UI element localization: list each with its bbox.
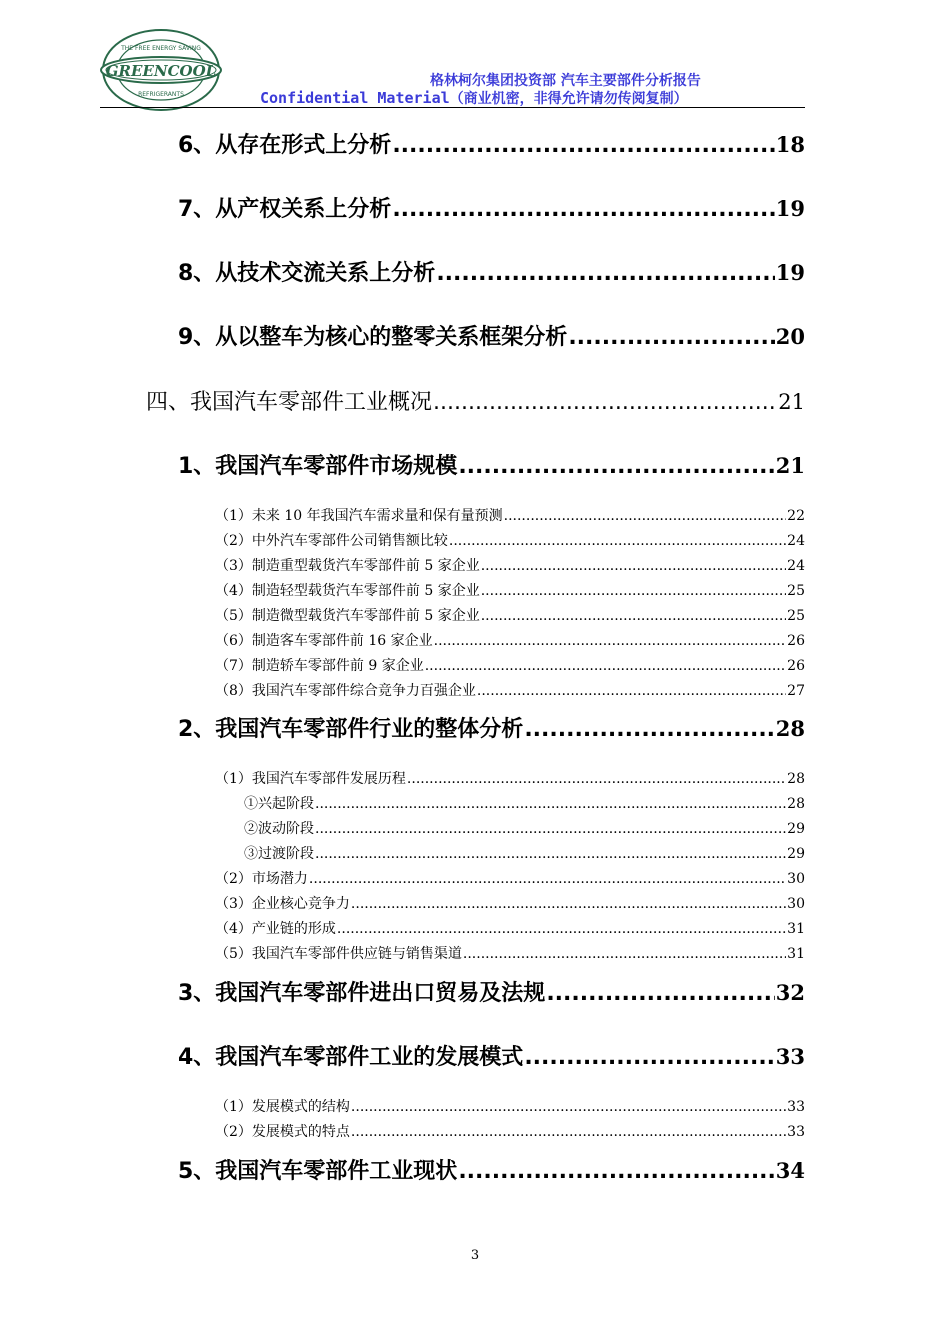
toc-leader (463, 946, 786, 962)
toc-subentry-page: 22 (787, 508, 805, 524)
toc-subsubentry[interactable] (244, 843, 805, 863)
toc-subsubentry[interactable] (244, 818, 805, 838)
toc-leader (392, 133, 774, 158)
toc-entry-title: 3、我国汽车零部件进出口贸易及法规 (178, 981, 546, 1006)
confidential-en: Confidential Material (260, 89, 450, 107)
toc-entry-page: 32 (775, 980, 805, 1005)
toc-subentry-title: （1）未来 10 年我国汽车需求量和保有量预测 (215, 508, 503, 524)
toc-entry-6[interactable] (178, 128, 805, 159)
toc-subentry[interactable] (215, 630, 805, 650)
toc-leader (407, 771, 786, 787)
toc-subentry[interactable] (215, 530, 805, 550)
toc-subentry-title: （3）制造重型载货汽车零部件前 5 家企业 (215, 558, 480, 574)
toc-subentry[interactable] (215, 893, 805, 913)
toc-subentry-page: 31 (787, 946, 805, 962)
toc-entry-9[interactable] (178, 320, 805, 351)
toc-subsubentry[interactable] (244, 793, 805, 813)
toc-subentry-title: ①兴起阶段 (244, 796, 314, 812)
toc-leader (481, 583, 786, 599)
toc-subentry-page: 30 (787, 896, 805, 912)
toc-entry-title: 2、我国汽车零部件行业的整体分析 (178, 717, 524, 742)
toc-leader (481, 608, 786, 624)
toc-subentry-title: ②波动阶段 (244, 821, 314, 837)
toc-entry-8[interactable] (178, 256, 805, 287)
toc-subentry-title: （4）产业链的形成 (215, 921, 336, 937)
toc-entry-title: 9、从以整车为核心的整零关系框架分析 (178, 325, 568, 350)
toc-leader (504, 508, 787, 524)
toc-entry-b1[interactable] (178, 449, 805, 480)
toc-entry-b4[interactable] (178, 1040, 805, 1071)
toc-leader (477, 683, 786, 699)
toc-entry-title: 5、我国汽车零部件工业现状 (178, 1159, 458, 1184)
toc-entry-b5[interactable] (178, 1154, 805, 1185)
toc-entry-page: 19 (775, 260, 805, 285)
toc-subentry-page: 26 (787, 633, 805, 649)
toc-entry-page: 34 (775, 1158, 805, 1183)
toc-leader (392, 197, 774, 222)
toc-leader (315, 846, 786, 862)
toc-entry-page: 21 (778, 390, 805, 414)
toc-subentry-page: 27 (787, 683, 805, 699)
toc-subentry[interactable] (215, 868, 805, 888)
toc-leader (458, 454, 774, 479)
page-number: 3 (470, 1248, 480, 1263)
toc-entry-title: 四、我国汽车零部件工业概况 (146, 390, 433, 415)
toc-subentry-page: 28 (787, 771, 805, 787)
toc-subentry[interactable] (215, 555, 805, 575)
toc-subentry-title: （1）发展模式的结构 (215, 1099, 350, 1115)
toc-subentry-page: 31 (787, 921, 805, 937)
toc-subentry-page: 28 (787, 796, 805, 812)
toc-section-4[interactable] (146, 385, 805, 416)
confidential-zh: （商业机密，非得允许请勿传阅复制） (449, 91, 688, 107)
toc-subentry[interactable] (215, 605, 805, 625)
toc-leader (309, 871, 786, 887)
toc-entry-page: 33 (775, 1044, 805, 1069)
toc-subentry[interactable] (215, 505, 805, 525)
toc-leader (315, 821, 786, 837)
toc-subentry-page: 33 (787, 1099, 805, 1115)
toc-entry-page: 19 (775, 196, 805, 221)
toc-subentry-page: 29 (787, 821, 805, 837)
toc-subentry-title: ③过渡阶段 (244, 846, 314, 862)
toc-subentry-title: （3）企业核心竞争力 (215, 896, 350, 912)
toc-leader (481, 558, 786, 574)
toc-subentry-title: （6）制造客车零部件前 16 家企业 (215, 633, 433, 649)
toc-entry-page: 18 (775, 132, 805, 157)
toc-entry-title: 1、我国汽车零部件市场规模 (178, 454, 458, 479)
toc-subentry-page: 33 (787, 1124, 805, 1140)
toc-entry-7[interactable] (178, 192, 805, 223)
logo-main-text: GREENCOOL (105, 62, 217, 80)
toc-leader (434, 633, 787, 649)
toc-entry-page: 21 (775, 453, 805, 478)
toc-subentry-title: （1）我国汽车零部件发展历程 (215, 771, 406, 787)
toc-leader (315, 796, 786, 812)
toc-subentry[interactable] (215, 918, 805, 938)
toc-leader (337, 921, 786, 937)
toc-subentry[interactable] (215, 580, 805, 600)
toc-subentry-title: （5）制造微型载货汽车零部件前 5 家企业 (215, 608, 480, 624)
toc-subentry[interactable] (215, 680, 805, 700)
toc-subentry[interactable] (215, 768, 805, 788)
toc-subentry-page: 29 (787, 846, 805, 862)
toc-subentry-title: （7）制造轿车零部件前 9 家企业 (215, 658, 424, 674)
toc-subentry[interactable] (215, 1096, 805, 1116)
toc-entry-page: 20 (775, 324, 805, 349)
toc-leader (425, 658, 786, 674)
toc-leader (351, 1124, 786, 1140)
toc-leader (546, 981, 774, 1006)
toc-leader (351, 1099, 786, 1115)
toc-subentry-page: 25 (787, 608, 805, 624)
toc-subentry[interactable] (215, 1121, 805, 1141)
toc-leader (524, 717, 774, 742)
toc-entry-b2[interactable] (178, 712, 805, 743)
logo-top-text: THE FREE ENERGY SAVING (121, 45, 201, 52)
toc-subentry-page: 24 (787, 558, 805, 574)
toc-leader (351, 896, 786, 912)
toc-subentry-title: （2）中外汽车零部件公司销售额比较 (215, 533, 448, 549)
toc-subentry-title: （8）我国汽车零部件综合竞争力百强企业 (215, 683, 476, 699)
toc-leader (458, 1159, 774, 1184)
toc-entry-b3[interactable] (178, 976, 805, 1007)
toc-entry-title: 7、从产权关系上分析 (178, 197, 392, 222)
toc-subentry-page: 30 (787, 871, 805, 887)
header-company-line: 格林柯尔集团投资部 汽车主要部件分析报告 (430, 73, 701, 89)
toc-leader (433, 390, 777, 415)
toc-subentry-page: 25 (787, 583, 805, 599)
toc-entry-title: 8、从技术交流关系上分析 (178, 261, 436, 286)
toc-subentry-title: （2）发展模式的特点 (215, 1124, 350, 1140)
toc-subentry-title: （2）市场潜力 (215, 871, 308, 887)
toc-subentry-title: （5）我国汽车零部件供应链与销售渠道 (215, 946, 462, 962)
toc-leader (436, 261, 774, 286)
toc-subentry-page: 26 (787, 658, 805, 674)
toc-leader (449, 533, 786, 549)
toc-leader (568, 325, 774, 350)
toc-subentry-page: 24 (787, 533, 805, 549)
toc-leader (524, 1045, 774, 1070)
toc-entry-page: 28 (775, 716, 805, 741)
toc-subentry[interactable] (215, 943, 805, 963)
toc-entry-title: 4、我国汽车零部件工业的发展模式 (178, 1045, 524, 1070)
toc-subentry-title: （4）制造轻型载货汽车零部件前 5 家企业 (215, 583, 480, 599)
toc-entry-title: 6、从存在形式上分析 (178, 133, 392, 158)
toc-subentry[interactable] (215, 655, 805, 675)
logo-bottom-text: REFRIGERANTS (138, 91, 184, 98)
